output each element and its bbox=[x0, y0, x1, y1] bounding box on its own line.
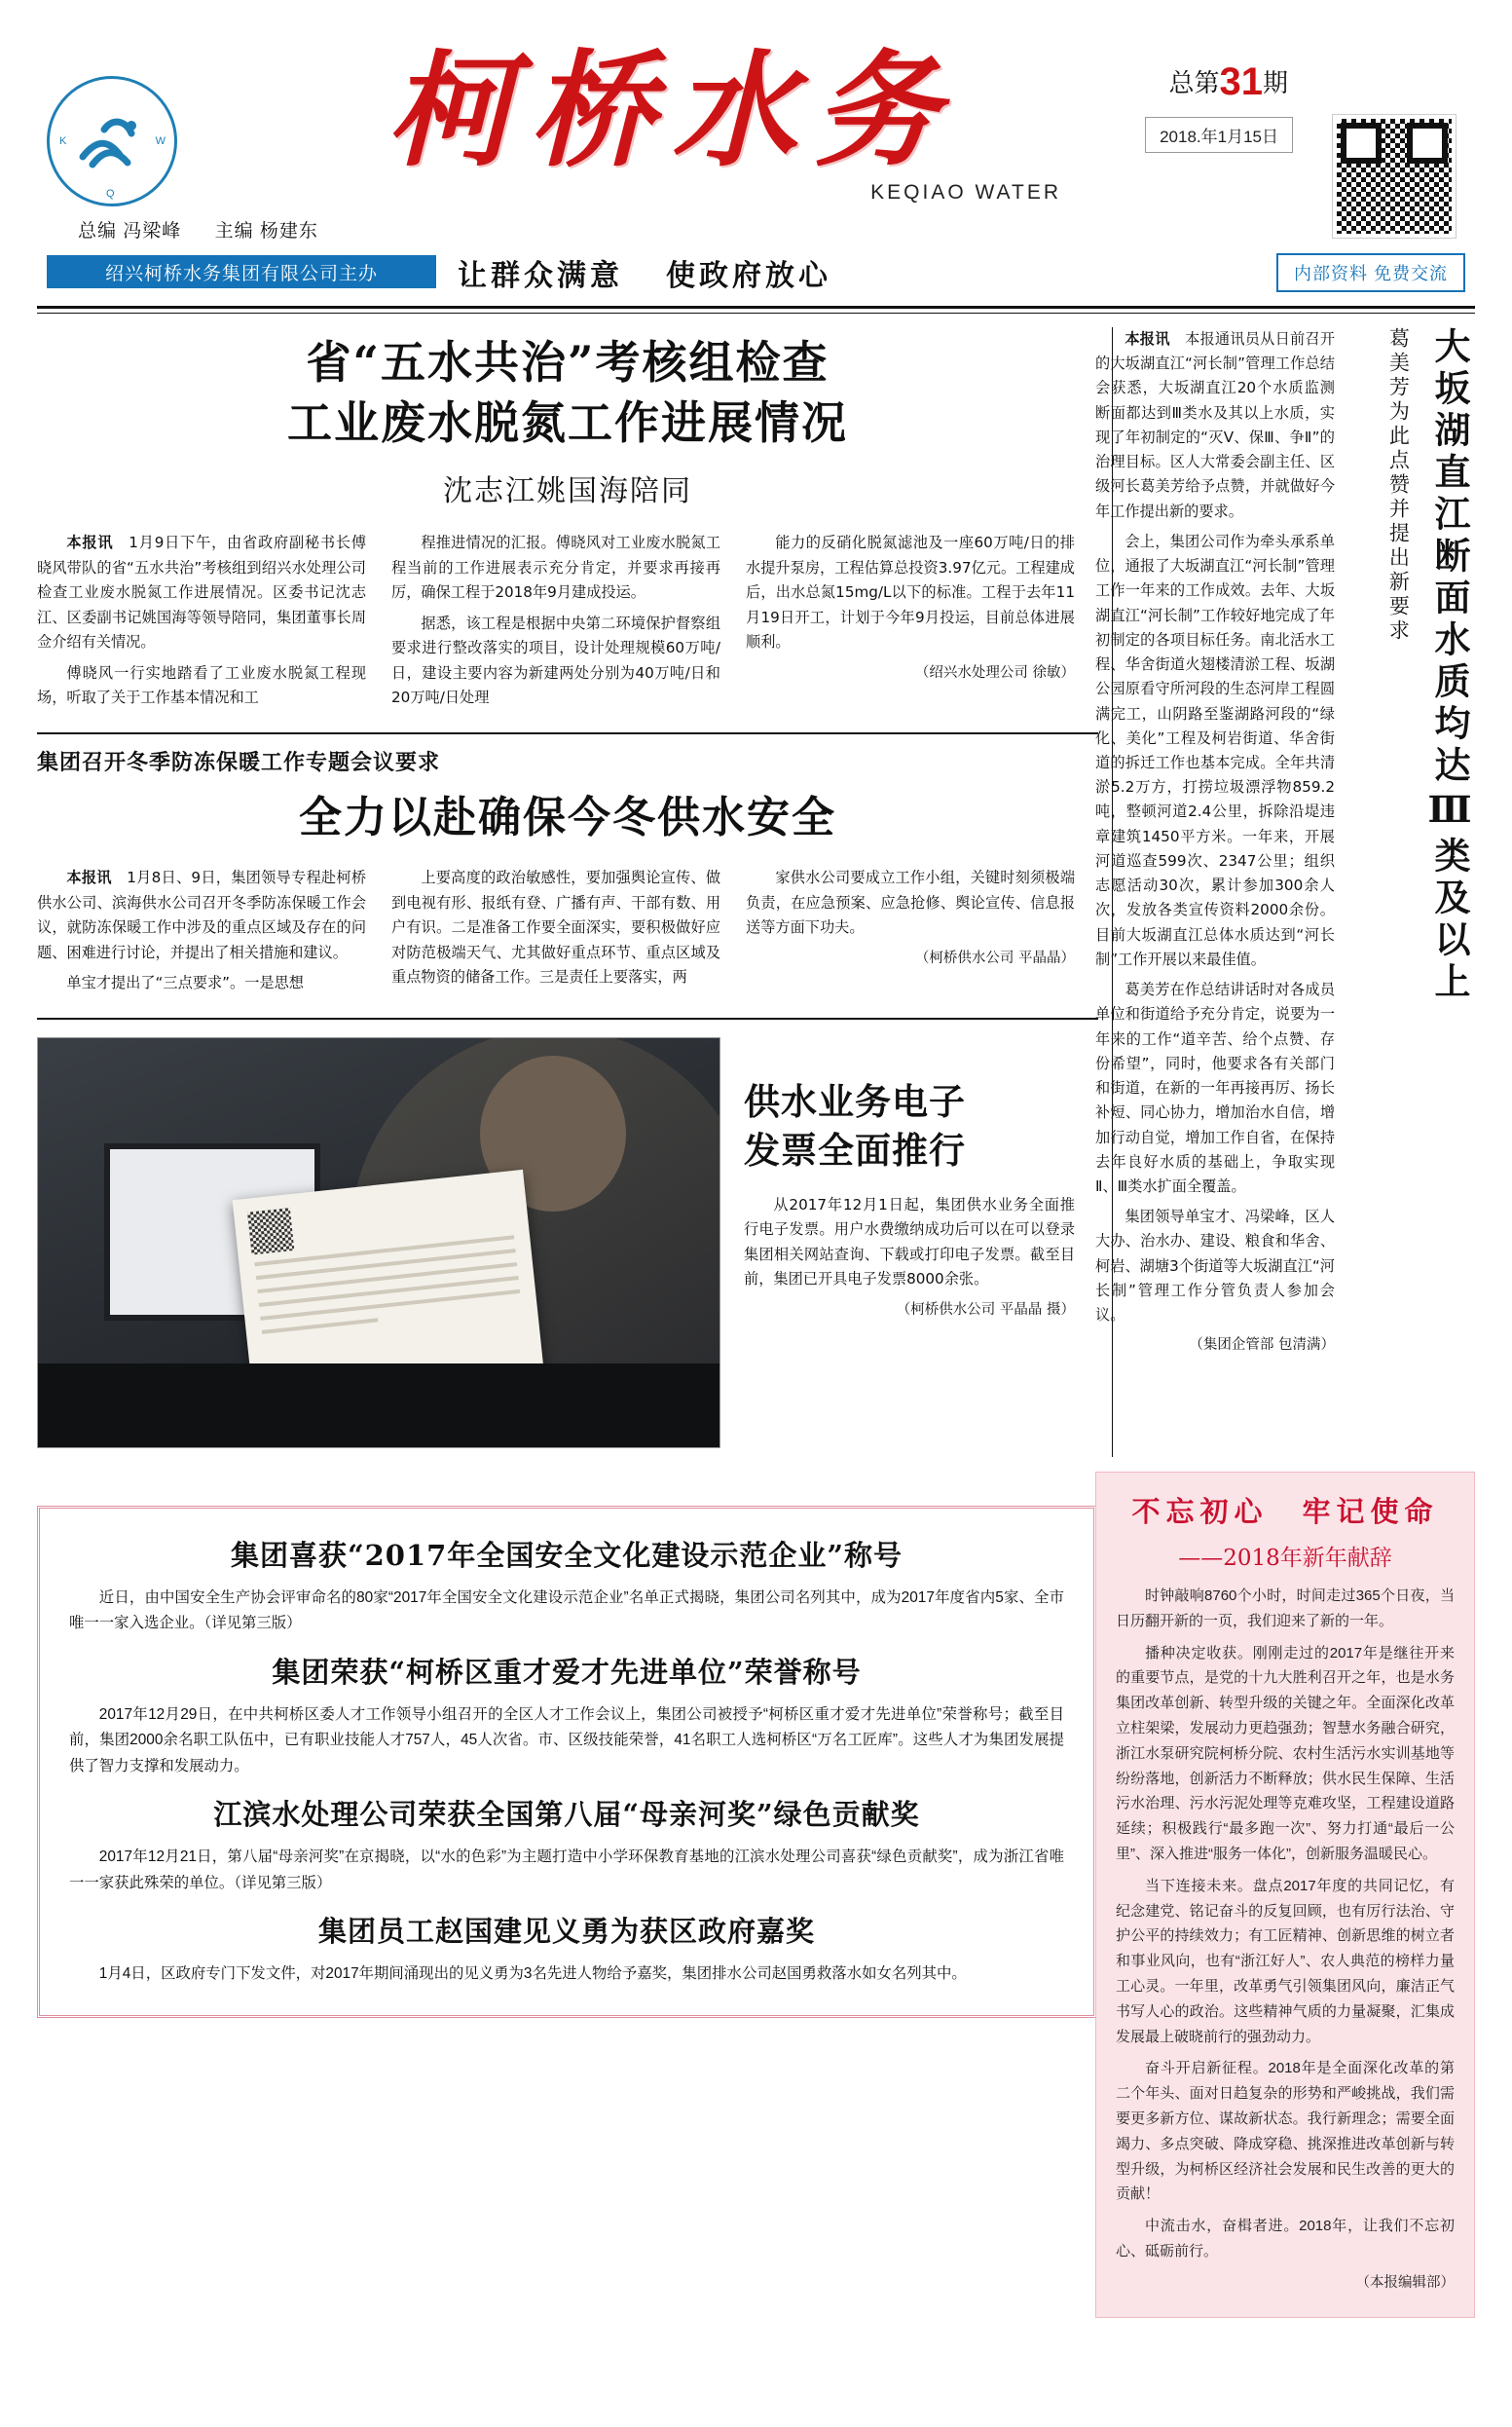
new-year-p3: 当下连接未来。盘点2017年度的共同记忆，有纪念建党、铭记奋斗的反复回顾，也有厉行法治、守护公平的持续效力；有工匠精神、创新思维的树立者和事业风向，也有“浙江好人”、农人典范的榜样力量工心灵。一年里，改革勇气引领集团风向，廉洁正气书写人心的政治。这些精神气质的力量凝聚，汇集成发展最上破晓前行的强劲动力。 bbox=[1116, 1877, 1455, 2045]
second-p2: 单宝才提出了“三点要求”。一是思想 bbox=[66, 974, 304, 992]
second-byline: （柯桥供水公司 平晶晶） bbox=[914, 950, 1075, 966]
award-body-2: 2017年12月29日，在中共柯桥区委人才工作领导小组召开的全区人才工作会议上，集团公司被授予“柯桥区重才爱才先进单位”荣誉称号；截至目前，集团2000余名职工队伍中，已有职业技能人才757人，45人次省。市、区级技能荣誉，41名职工人选柯桥区“万名工匠库”。这些人才为集团发展提供了智力支撑和发展动力。 bbox=[69, 1705, 1064, 1774]
masthead-divider-thin bbox=[37, 313, 1475, 314]
managing-editor: 主编 杨建东 bbox=[214, 221, 318, 242]
lead-p5: 能力的反硝化脱氮滤池及一座60万吨/日的排水提升泵房，工程估算总投资3.97亿元。工程建成后，出水总氮15mg/L以下的标准。工程于去年11月19日开工，计划于今年9月投运，目前总体进展顺利。 bbox=[746, 534, 1075, 652]
newspaper-title-en: KEQIAO WATER bbox=[870, 181, 1061, 204]
nameplate bbox=[243, 38, 1100, 205]
lead-p3: 程推进情况的汇报。傅晓风对工业废水脱氮工程当前的工作进展表示充分肯定，并要求再接再厉，确保工程于2018年9月建成投运。 bbox=[391, 534, 720, 602]
section-divider bbox=[37, 732, 1098, 734]
photo-story-paragraph: 从2017年12月1日起，集团供水业务全面推行电子发票。用户水费缴纳成功后可以在可以登录集团相关网站查询、下载或打印电子发票。截至目前，集团已开具电子发票8000余张。 bbox=[744, 1195, 1075, 1288]
issue-number: 31 bbox=[1219, 60, 1263, 103]
lead-subheadline: 沈志江姚国海陪同 bbox=[443, 474, 692, 509]
lead-column-3 bbox=[746, 531, 1075, 717]
dispatch-tag-2: 本报讯 bbox=[66, 868, 112, 886]
dispatch-tag: 本报讯 bbox=[66, 534, 114, 552]
new-year-subtitle: ——2018年新年献辞 bbox=[1178, 1546, 1392, 1571]
award-title-3: 江滨水处理公司荣获全国第八届“母亲河奖”绿色贡献奖 bbox=[213, 1798, 920, 1832]
second-column-3 bbox=[746, 866, 1075, 1002]
right-feature-subtitle: 葛美芳为此点赞并提出新要求 bbox=[1386, 327, 1411, 644]
second-headline: 全力以赴确保今冬供水安全 bbox=[299, 792, 836, 842]
second-column-2 bbox=[391, 866, 720, 1002]
right-feature-byline: （集团企管部 包清满） bbox=[1189, 1337, 1335, 1354]
issue-suffix: 期 bbox=[1262, 68, 1288, 97]
right-feature-body bbox=[1095, 327, 1335, 1357]
new-year-p2: 播种决定收获。刚刚走过的2017年是继往开来的重要节点，是党的十九大胜利召开之年，也是水务集团改革创新、转型升级的关键之年。全面深化改革立柱架梁，发展动力更趋强劲；智慧水务融合研究，浙江水泵研究院柯桥分院、农村生活污水实训基地等纷纷落地，创新活力不断释放；供水民生保障、生活污水治理、污水污泥处理等克难攻坚，工程建设道路延续；积极践行“最多跑一次”、努力打通“最后一公里”、深入推进“服务一体化”，创新服务温暖民心。 bbox=[1116, 1644, 1455, 1862]
right-p4: 集团领导单宝才、冯梁峰，区人大办、治水办、建设、粮食和华舍、柯岩、湖塘3个街道等大坂湖直江“河长制”管理工作分管负责人参加会议。 bbox=[1095, 1208, 1335, 1325]
second-kicker: 集团召开冬季防冻保暖工作专题会议要求 bbox=[37, 749, 441, 774]
new-year-title: 不忘初心 牢记使命 bbox=[1131, 1495, 1439, 1528]
award-body-3: 2017年12月21日，第八届“母亲河奖”在京揭晓，以“水的色彩”为主题打造中小学环保教育基地的江滨水处理公司喜获“绿色贡献奖”，成为浙江省唯一一家获此殊荣的单位。（详见第三版） bbox=[69, 1848, 1064, 1891]
second-body-columns bbox=[37, 866, 1098, 1002]
award-title-4: 集团员工赵国建见义勇为获区政府嘉奖 bbox=[317, 1915, 815, 1949]
right-p3: 葛美芳在作总结讲话时对各成员单位和街道给予充分肯定，说要为一年来的工作“道辛苦、给个点赞、存份希望”，同时，他要求各有关部门和街道，在新的一年再接再厉、扬长补短、同心协力，增加治水自信，增加行动自觉，增加工作自省，在保持去年良好水质的基础上，争取实现Ⅱ、Ⅲ类水扩面全覆盖。 bbox=[1095, 981, 1335, 1195]
lead-byline: （绍兴水处理公司 徐敏） bbox=[914, 664, 1075, 681]
photo-story-text bbox=[744, 1037, 1075, 1448]
awards-box bbox=[37, 1506, 1096, 2018]
second-p3: 上要高度的政治敏感性，要加强舆论宣传、做到电视有形、报纸有登、广播有声、干部有数、用户有识。二是准备工作要全面深实，要积极做好应对防范极端天气、尤其做好重点环节、重点区域及重点物资的储备工作。三是责任上要落实，两 bbox=[391, 868, 720, 987]
second-p1: 1月8日、9日，集团领导专程赴柯桥供水公司、滨海供水公司召开冬季防冻保暖工作会议，就防冻保暖工作中涉及的重点区域及存在的问题、困难进行讨论，并提出了相关措施和建议。 bbox=[37, 868, 367, 961]
masthead bbox=[0, 0, 1512, 321]
photo-story-byline: （柯桥供水公司 平晶晶 摄） bbox=[896, 1301, 1075, 1318]
issue-prefix: 总第 bbox=[1168, 68, 1220, 97]
new-year-p4: 奋斗开启新征程。2018年是全面深化改革的第二个年头、面对日趋复杂的形势和严峻挑战，我们需要更多新方位、谋故新状态。我行新理念；需要全面竭力、多点突破、降成穿稳、挑深推进改革创新与转型升级，为柯桥区经济社会发展和民生改善的更大的贡献！ bbox=[1116, 2060, 1455, 2203]
new-year-body bbox=[1116, 1584, 1455, 2296]
slogan bbox=[458, 251, 831, 294]
lead-headline-line1: 省“五水共治”考核组检查 bbox=[306, 336, 830, 389]
publication-date: 2018.年1月15日 bbox=[1145, 117, 1293, 153]
slogan-left: 让群众满意 bbox=[458, 260, 623, 292]
lead-column-2 bbox=[391, 531, 720, 717]
photo-story bbox=[37, 1037, 1098, 1448]
slogan-right: 使政府放心 bbox=[666, 260, 831, 292]
photo-story-body bbox=[744, 1193, 1075, 1322]
logo bbox=[47, 76, 171, 201]
award-body-4: 1月4日，区政府专门下发文件，对2017年期间涌现出的见义勇为3名先进人物给予嘉奖，集团排水公司赵国勇救落水如女名列其中。 bbox=[98, 1965, 967, 1983]
logo-letter-q: Q bbox=[106, 188, 116, 200]
electronic-invoice-photo bbox=[37, 1037, 720, 1448]
lead-p2: 傅晓风一行实地踏看了工业废水脱氮工程现场，听取了关于工作基本情况和工 bbox=[37, 663, 366, 707]
right-p2: 会上，集团公司作为牵头承系单位，通报了大坂湖直江“河长制”管理工作一年来的工作成效。去年、大坂湖直江“河长制”工作较好地完成了年初制定的各项目标任务。南北活水工程、华舍街道火翅楼清淤工程、坂湖公园原看守所河段的生态河岸工程圆满完工，山阴路至鉴湖路河段的“绿化、美化”工程及柯岩街道、华舍街道的拆迁工作也基本完成。全年共清淤5.2万方，打捞垃圾漂浮物859.2吨，整顿河道2.4公里，拆除沿堤违章建筑1450平方米。一年来，开展河道巡查599次、2347公里；组织志愿活动30次，累计参加300余人次，发放各类宣传资料2000余份。目前大坂湖直江总体水质达到“河长制”工作开展以来最佳值。 bbox=[1095, 532, 1335, 968]
right-p1: 本报通讯员从日前召开的大坂湖直江“河长制”管理工作总结会获悉，大坂湖直江20个水质监测断面都达到Ⅲ类水及其以上水质，实现了年初制定的“灭Ⅴ、保Ⅲ、争Ⅱ”的治理目标。区人大常委会副主任、区级河长葛美芳给予点赞，并就做好今年工作提出新的要求。 bbox=[1095, 330, 1336, 520]
section-divider-2 bbox=[37, 1018, 1098, 1020]
lead-p4: 据悉，该工程是根据中央第二环境保护督察组要求进行整改落实的项目，设计处理规模60万吨/日，建设主要内容为新建两处分别为40万吨/日和20万吨/日处理 bbox=[391, 614, 720, 707]
editor-in-chief: 总编 冯梁峰 bbox=[78, 221, 182, 242]
organizer-bar: 绍兴柯桥水务集团有限公司主办 bbox=[47, 255, 436, 288]
logo-letter-w: W bbox=[155, 135, 166, 147]
second-column-1 bbox=[37, 866, 366, 1002]
lead-column-1 bbox=[37, 531, 366, 717]
new-year-p5: 中流击水，奋楫者进。2018年，让我们不忘初心、砥砺前行。 bbox=[1116, 2218, 1455, 2259]
left-column bbox=[37, 327, 1098, 1983]
right-feature-title: 大坂湖直江断面水质均达Ⅲ类及以上 bbox=[1428, 327, 1471, 1004]
dispatch-tag-3: 本报讯 bbox=[1125, 330, 1170, 348]
photo-invoice-qr-icon bbox=[247, 1208, 294, 1254]
content-area bbox=[37, 327, 1475, 2408]
second-p4: 家供水公司要成立工作小组，关键时刻须极端负责，在应急预案、应急抢修、舆论宣传、信息报送等方面下功夫。 bbox=[746, 868, 1075, 937]
logo-letter-k: K bbox=[59, 135, 68, 147]
right-feature-vertical-title bbox=[1346, 327, 1475, 1106]
logo-circle bbox=[47, 76, 177, 206]
photo-headline-line2: 发票全面推行 bbox=[744, 1128, 966, 1172]
new-year-editorial bbox=[1095, 1472, 1475, 2318]
lead-headline-line2: 工业废水脱氮工作进展情况 bbox=[287, 395, 848, 449]
new-year-p1: 时钟敲响8760个小时，时间走过365个日夜，当日历翻开新的一页，我们迎来了新的一年。 bbox=[1116, 1587, 1455, 1629]
internal-notice: 内部资料 免费交流 bbox=[1276, 253, 1465, 292]
lead-headline bbox=[37, 333, 1098, 453]
award-title-2: 集团荣获“柯桥区重才爱才先进单位”荣誉称号 bbox=[272, 1655, 862, 1689]
water-wave-icon bbox=[71, 100, 153, 182]
lead-p1: 1月9日下午，由省政府副秘书长傅晓风带队的省“五水共治”考核组到绍兴水处理公司检查工业废水脱氮工作进展情况。区委书记沈志江、区委副书记姚国海等领导陪同，集团董事长周佥介绍有关情况。 bbox=[37, 534, 367, 652]
lead-body-columns bbox=[37, 531, 1098, 717]
qr-code-icon bbox=[1333, 115, 1456, 238]
new-year-byline: （本报编辑部） bbox=[1355, 2274, 1455, 2291]
award-title-1: 集团喜获“2017年全国安全文化建设示范企业”称号 bbox=[230, 1539, 904, 1572]
editor-line bbox=[78, 216, 346, 243]
issue-line bbox=[1168, 60, 1288, 104]
photo-headline-line1: 供水业务电子 bbox=[744, 1079, 966, 1123]
newspaper-title-cn: 柯桥水务 bbox=[387, 38, 956, 184]
award-body-1: 近日，由中国安全生产协会评审命名的80家“2017年全国安全文化建设示范企业”名单正式揭晓，集团公司名列其中，成为2017年度省内5家、全市唯一一家入选企业。（详见第三版） bbox=[69, 1589, 1064, 1632]
photo-desk bbox=[38, 1363, 719, 1447]
masthead-divider-thick bbox=[37, 306, 1475, 309]
photo-story-headline bbox=[744, 1078, 1075, 1176]
